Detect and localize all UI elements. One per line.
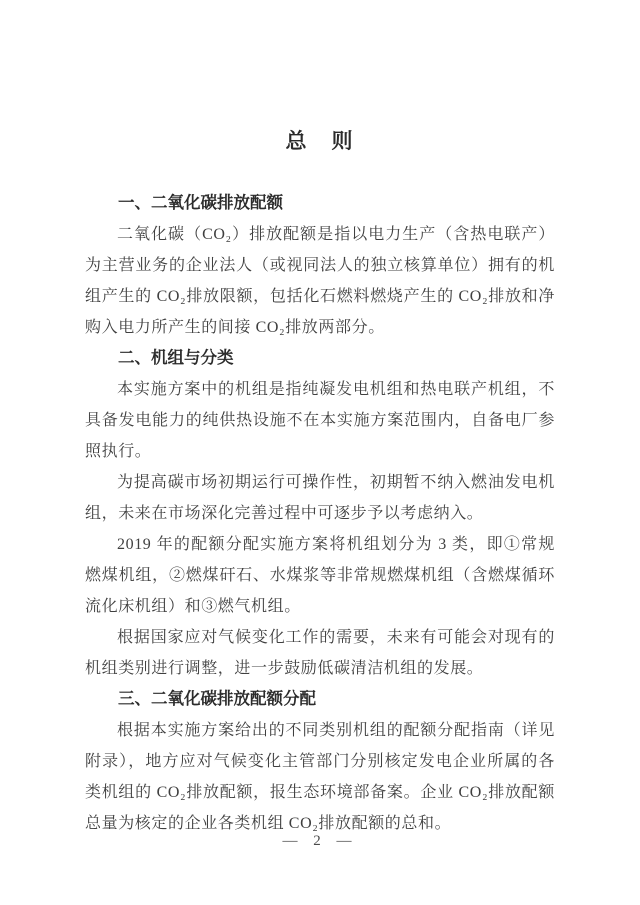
section-heading-allowance-allocation: 三、二氧化碳排放配额分配 — [118, 690, 316, 708]
page-title: 总 则 — [285, 130, 355, 153]
section-heading-co2-allowance: 一、二氧化碳排放配额 — [118, 194, 283, 212]
paragraph: 2019 年的配额分配实施方案将机组划分为 3 类，即①常规燃煤机组，②燃煤矸石、水煤浆等非常规燃煤机组（含燃煤循环流化床机组）和③燃气机组。 — [85, 536, 555, 615]
paragraph: 为提高碳市场初期运行可操作性，初期暂不纳入燃油发电机组，未来在市场深化完善过程中可逐步予以考虑纳入。 — [85, 474, 555, 522]
paragraph: 根据国家应对气候变化工作的需要，未来有可能会对现有的机组类别进行调整，进一步鼓励低碳清洁机组的发展。 — [85, 629, 555, 677]
paragraph: 本实施方案中的机组是指纯凝发电机组和热电联产机组，不具备发电能力的纯供热设施不在本实施方案范围内，自备电厂参照执行。 — [85, 381, 555, 460]
section-heading-units-classification: 二、机组与分类 — [118, 349, 234, 367]
document-body — [85, 188, 555, 839]
paragraph: 根据本实施方案给出的不同类别机组的配额分配指南（详见附录），地方应对气候变化主管部门分别核定发电企业所属的各类机组的 CO₂排放配额，报生态环境部备案。企业 CO₂排放配额总量为核定的企业各类机组 CO₂排放配额的总和。 — [85, 722, 555, 832]
page-number: — 2 — — [282, 833, 358, 849]
paragraph: 二氧化碳（CO₂）排放配额是指以电力生产（含热电联产）为主营业务的企业法人（或视同法人的独立核算单位）拥有的机组产生的 CO₂排放限额，包括化石燃料燃烧产生的 CO₂排放和净购入电力所产生的间接 CO₂排放两部分。 — [85, 226, 555, 336]
